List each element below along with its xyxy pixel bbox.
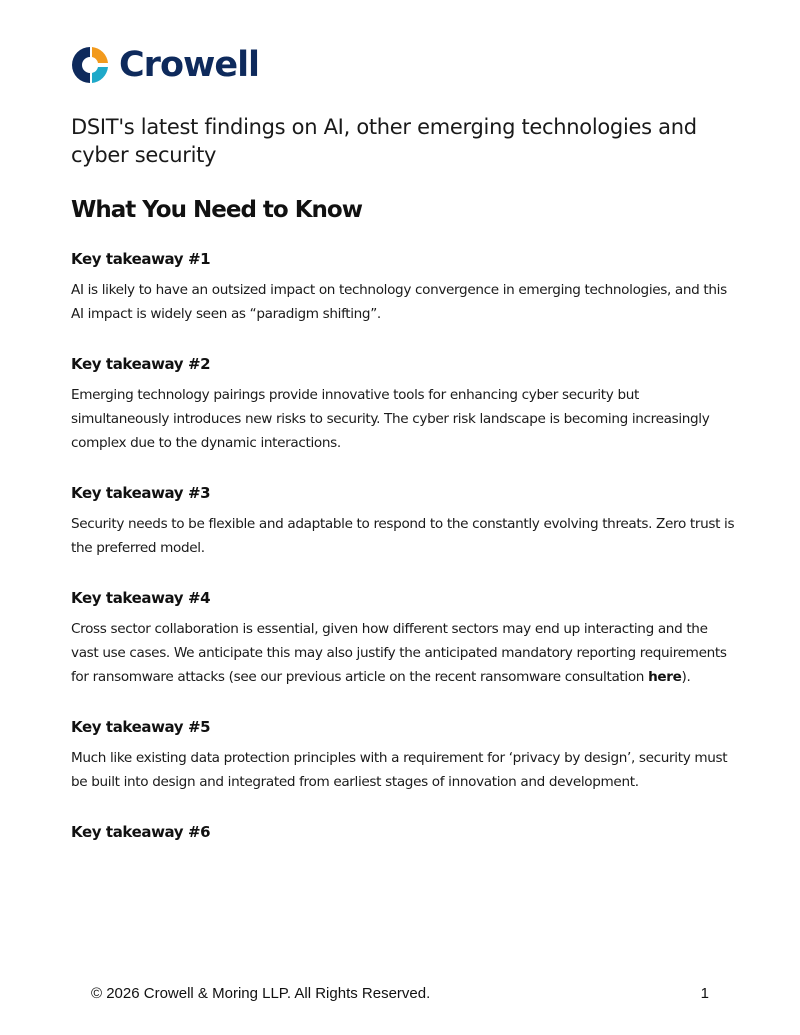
page-number: 1 (700, 984, 709, 1002)
takeaway-2 (71, 353, 736, 455)
logo-wordmark: Crowell (119, 45, 260, 85)
takeaway-body-text-end: ). (681, 669, 691, 685)
takeaway-title: Key takeaway #4 (71, 589, 211, 607)
article-title: DSIT's latest findings on AI, other emerging technologies and cyber security (71, 115, 697, 167)
copyright-notice: © 2026 Crowell & Moring LLP. All Rights Reserved. (91, 984, 431, 1002)
takeaway-4 (71, 587, 736, 689)
ransomware-consultation-link[interactable]: here (648, 669, 682, 685)
section-heading: What You Need to Know (71, 197, 362, 223)
crowell-logo-mark-icon (71, 46, 109, 84)
page-footer (91, 982, 709, 1004)
takeaway-title: Key takeaway #2 (71, 355, 211, 373)
takeaway-6 (71, 821, 736, 843)
takeaway-title: Key takeaway #1 (71, 250, 211, 268)
takeaway-1 (71, 248, 736, 326)
takeaway-3 (71, 482, 736, 560)
takeaway-body: Much like existing data protection principles with a requirement for ‘privacy by design’, security must be built into design and integrated from earliest stages of innovation and development. (71, 750, 728, 790)
crowell-logo (71, 44, 259, 86)
takeaway-body: AI is likely to have an outsized impact on technology convergence in emerging technologies, and this AI impact is widely seen as “paradigm shifting”. (71, 282, 727, 322)
takeaway-title: Key takeaway #5 (71, 718, 211, 736)
takeaway-body: Emerging technology pairings provide innovative tools for enhancing cyber security but simultaneously introduces new risks to security. The cyber risk landscape is becoming increasingly complex due to the dynamic interactions. (71, 387, 710, 451)
takeaway-body: Security needs to be flexible and adaptable to respond to the constantly evolving threats. Zero trust is the preferred model. (71, 516, 735, 556)
takeaway-title: Key takeaway #3 (71, 484, 211, 502)
takeaway-body-text: Cross sector collaboration is essential, given how different sectors may end up interacting and the vast use cases. We anticipate this may also justify the anticipated mandatory reporting requirements for ransomware attacks (see our previous article on the recent ransomware consultation (71, 621, 727, 685)
takeaway-title: Key takeaway #6 (71, 823, 211, 841)
takeaway-body (71, 617, 736, 689)
article-content (71, 113, 736, 870)
takeaway-5 (71, 716, 736, 794)
